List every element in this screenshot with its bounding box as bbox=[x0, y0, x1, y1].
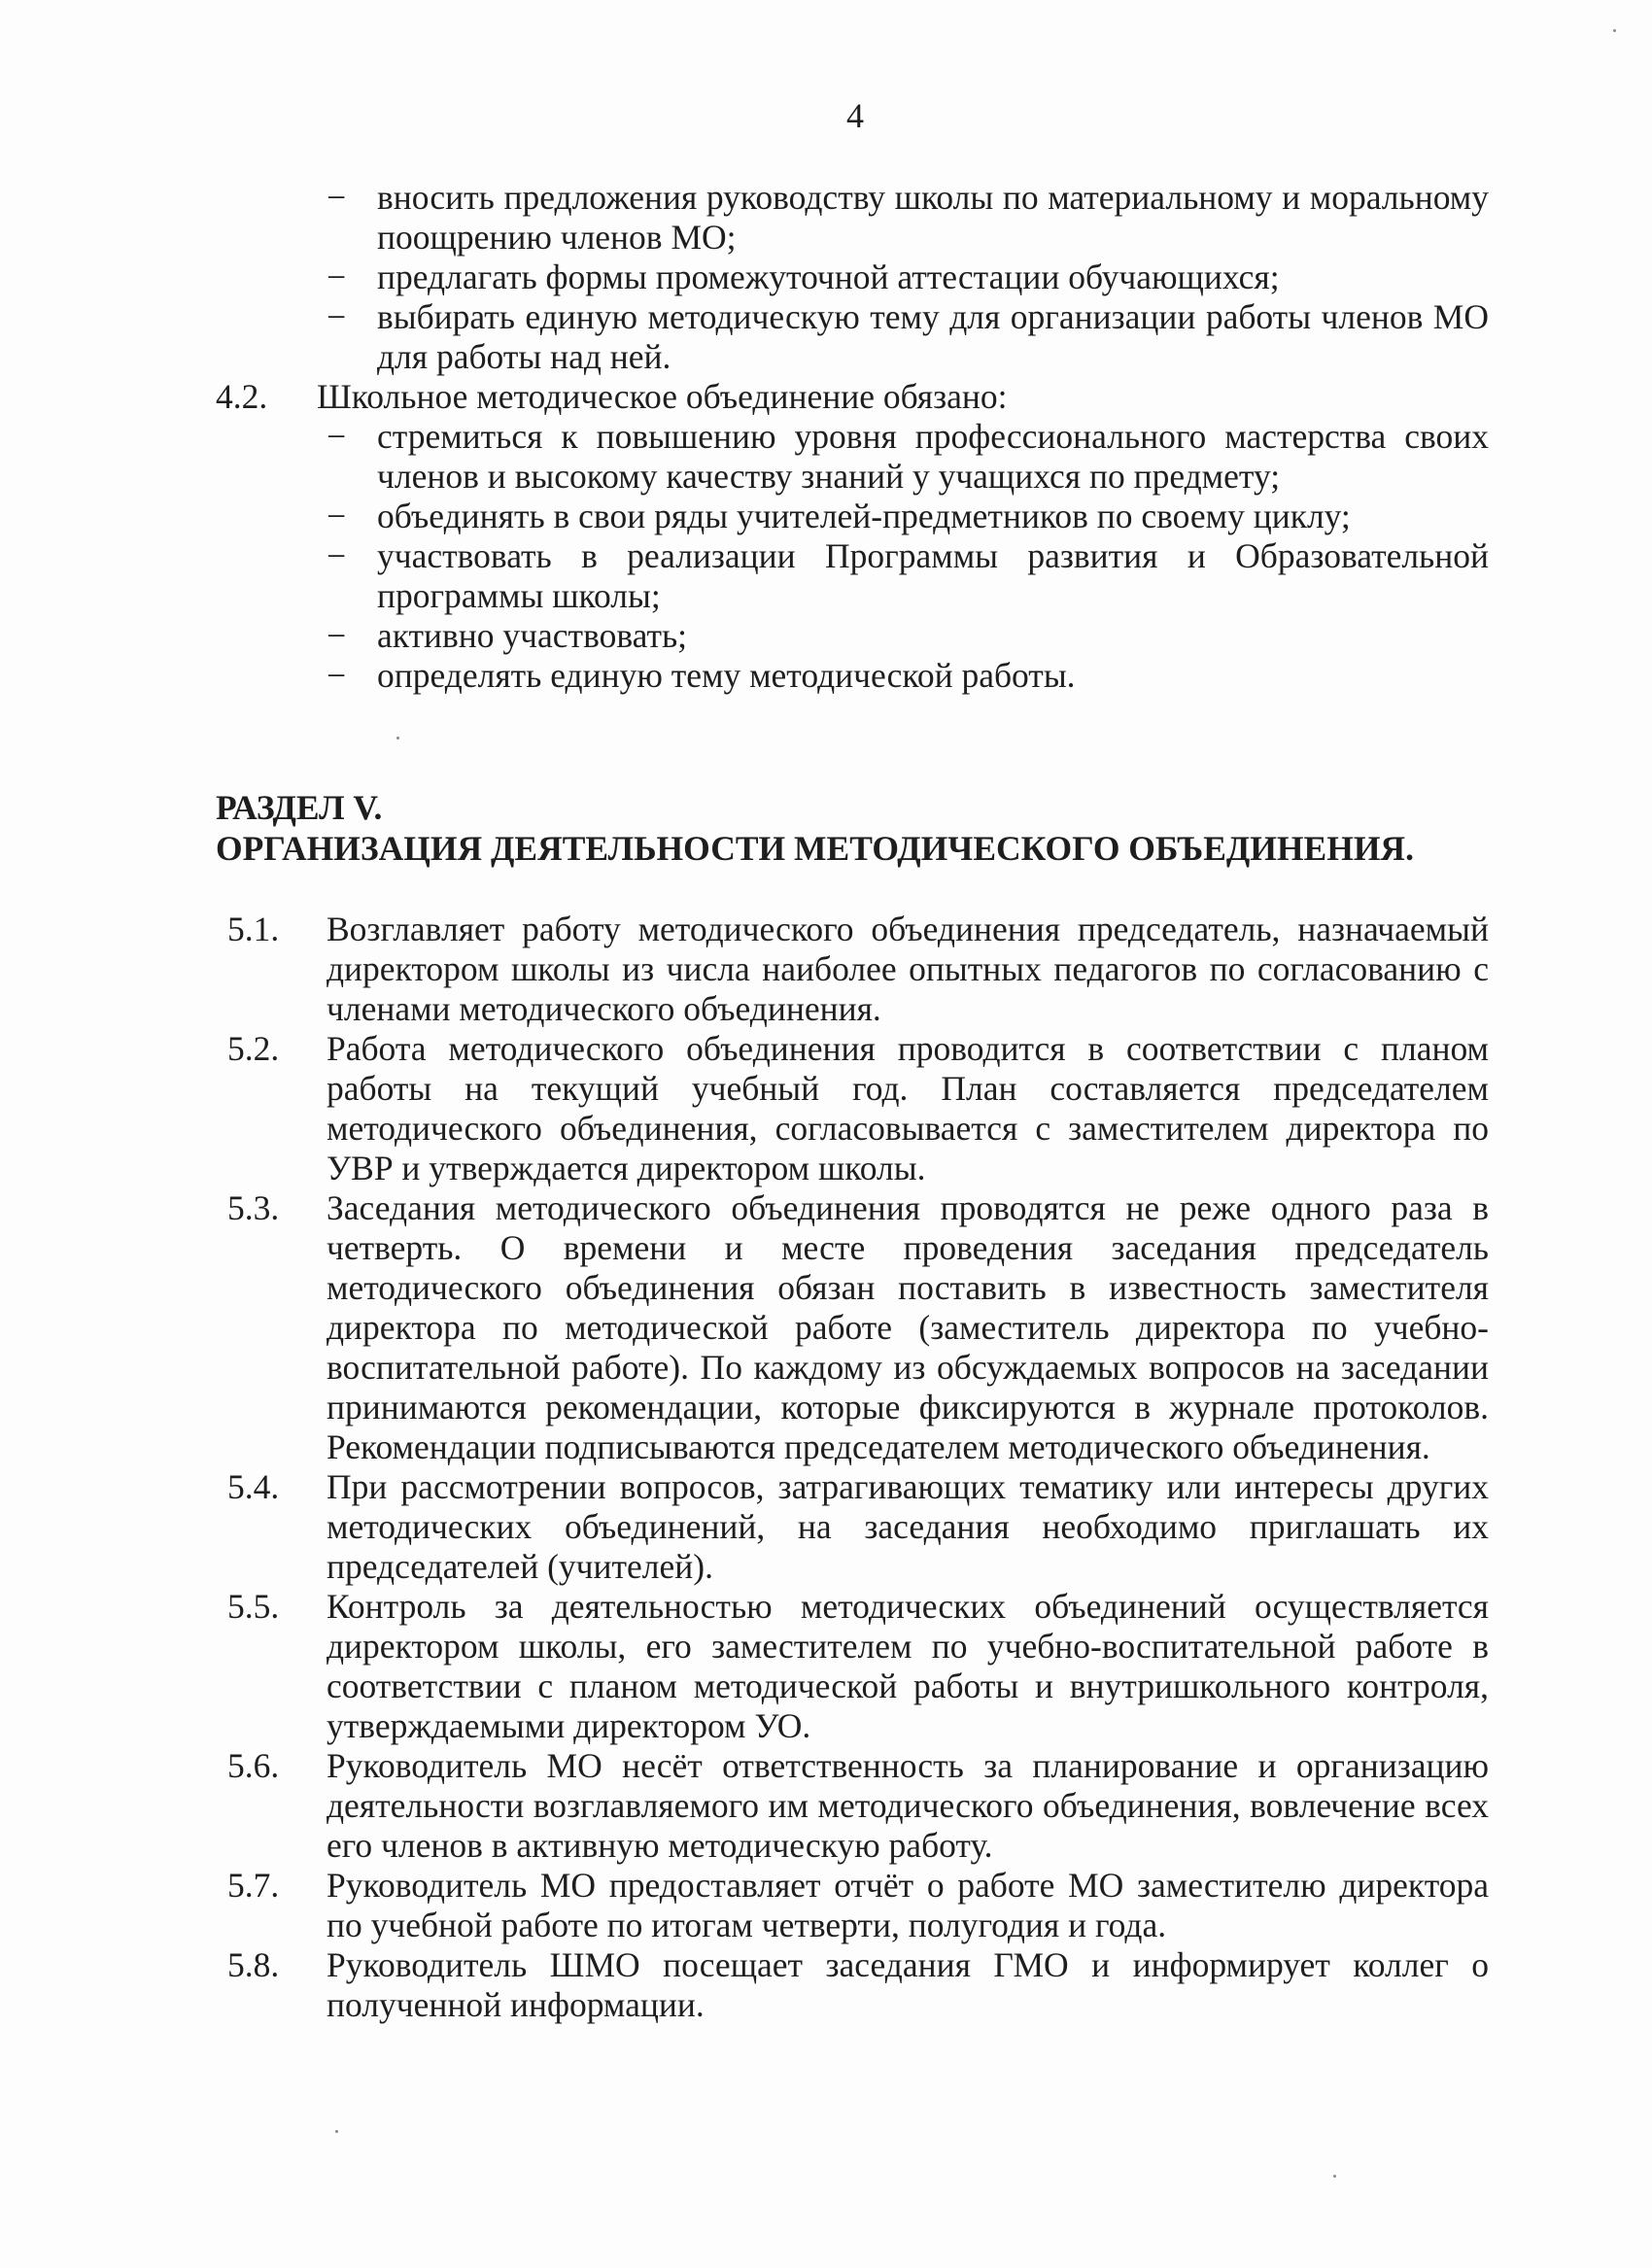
clause-item bbox=[216, 1029, 1489, 1188]
scan-speck bbox=[1613, 29, 1616, 32]
list-item: − активно участвовать; bbox=[377, 616, 1489, 656]
clause-number: 5.6. bbox=[227, 1746, 280, 1785]
clause-item bbox=[216, 1746, 1489, 1866]
clause-item bbox=[216, 910, 1489, 1029]
clause-item bbox=[216, 1945, 1489, 2025]
clause-4-2-bullet-list bbox=[216, 417, 1489, 696]
list-item: − выбирать единую методическую тему для организации работы членов МО для работы над ней. bbox=[377, 297, 1489, 377]
scan-speck bbox=[335, 2130, 338, 2133]
clause-item bbox=[216, 1467, 1489, 1587]
list-item: − вносить предложения руководству школы по материальному и моральному поощрению членов МО; bbox=[377, 178, 1489, 258]
clause-text: Контроль за деятельностью методических объединений осуществляется директором школы, его заместителем по учебно-воспитательной работе в соответствии с планом методической работы и внутришкольного контроля, утверждаемыми директором УО. bbox=[327, 1587, 1489, 1745]
clause-text: Школьное методическое объединение обязано: bbox=[317, 377, 1008, 416]
clause-number: 5.3. bbox=[227, 1188, 280, 1227]
intro-bullet-list bbox=[216, 178, 1489, 377]
list-item: − определять единую тему методической работы. bbox=[377, 656, 1489, 696]
clause-text: Заседания методического объединения проводятся не реже одного раза в четверть. О времени и месте проведения заседания председатель методического объединения обязан поставить в известность заместителя директора по методической работе (заместитель директора по учебно-воспитательной работе). По каждому из обсуждаемых вопросов на заседании принимаются рекомендации, которые фиксируются в журнале протоколов. Рекомендации подписываются председателем методического объединения. bbox=[327, 1188, 1489, 1466]
list-item: − предлагать формы промежуточной аттестации обучающихся; bbox=[377, 258, 1489, 297]
section-title: ОРГАНИЗАЦИЯ ДЕЯТЕЛЬНОСТИ МЕТОДИЧЕСКОГО ОБЪЕДИНЕНИЯ. bbox=[216, 829, 1414, 868]
clause-text: Руководитель МО предоставляет отчёт о работе МО заместителю директора по учебной работе по итогам четверти, полугодия и года. bbox=[327, 1866, 1489, 1944]
clause-number: 5.2. bbox=[227, 1029, 280, 1068]
scan-speck bbox=[396, 737, 399, 739]
clause-number: 5.5. bbox=[227, 1587, 280, 1626]
section-clauses bbox=[216, 910, 1489, 2025]
list-item: − объединять в свои ряды учителей-предметников по своему циклу; bbox=[377, 497, 1489, 536]
section-heading bbox=[216, 787, 1489, 869]
clause-text: Работа методического объединения проводится в соответствии с планом работы на текущий учебный год. План составляется председателем методического объединения, согласовывается с заместителем директора по УВР и утверждается директором школы. bbox=[327, 1029, 1489, 1187]
page-number: 4 bbox=[846, 96, 864, 135]
clause-item bbox=[216, 1188, 1489, 1467]
clause-4-2 bbox=[216, 377, 1489, 417]
clause-text: При рассмотрении вопросов, затрагивающих тематику или интересы других методических объединений, на заседания необходимо приглашать их председателей (учителей). bbox=[327, 1467, 1489, 1586]
list-item: − стремиться к повышению уровня профессионального мастерства своих членов и высокому качеству знаний у учащихся по предмету; bbox=[377, 417, 1489, 497]
clause-text: Возглавляет работу методического объединения председатель, назначаемый директором школы из числа наиболее опытных педагогов по согласованию с членами методического объединения. bbox=[327, 910, 1489, 1028]
list-item: − участвовать в реализации Программы развития и Образовательной программы школы; bbox=[377, 536, 1489, 616]
clause-number: 5.1. bbox=[227, 910, 280, 948]
clause-number: 5.8. bbox=[227, 1945, 280, 1984]
document-body bbox=[216, 178, 1489, 2025]
clause-text: Руководитель МО несёт ответственность за планирование и организацию деятельности возглавляемого им методического объединения, вовлечение всех его членов в активную методическую работу. bbox=[327, 1746, 1489, 1865]
clause-text: Руководитель ШМО посещает заседания ГМО и информирует коллег о полученной информации. bbox=[327, 1945, 1489, 2024]
clause-item bbox=[216, 1587, 1489, 1746]
scan-speck bbox=[1333, 2175, 1336, 2178]
clause-number: 5.4. bbox=[227, 1467, 280, 1506]
section-label: РАЗДЕЛ V. bbox=[216, 788, 383, 827]
clause-number: 5.7. bbox=[227, 1866, 280, 1905]
clause-number: 4.2. bbox=[216, 377, 268, 416]
clause-item bbox=[216, 1866, 1489, 1945]
